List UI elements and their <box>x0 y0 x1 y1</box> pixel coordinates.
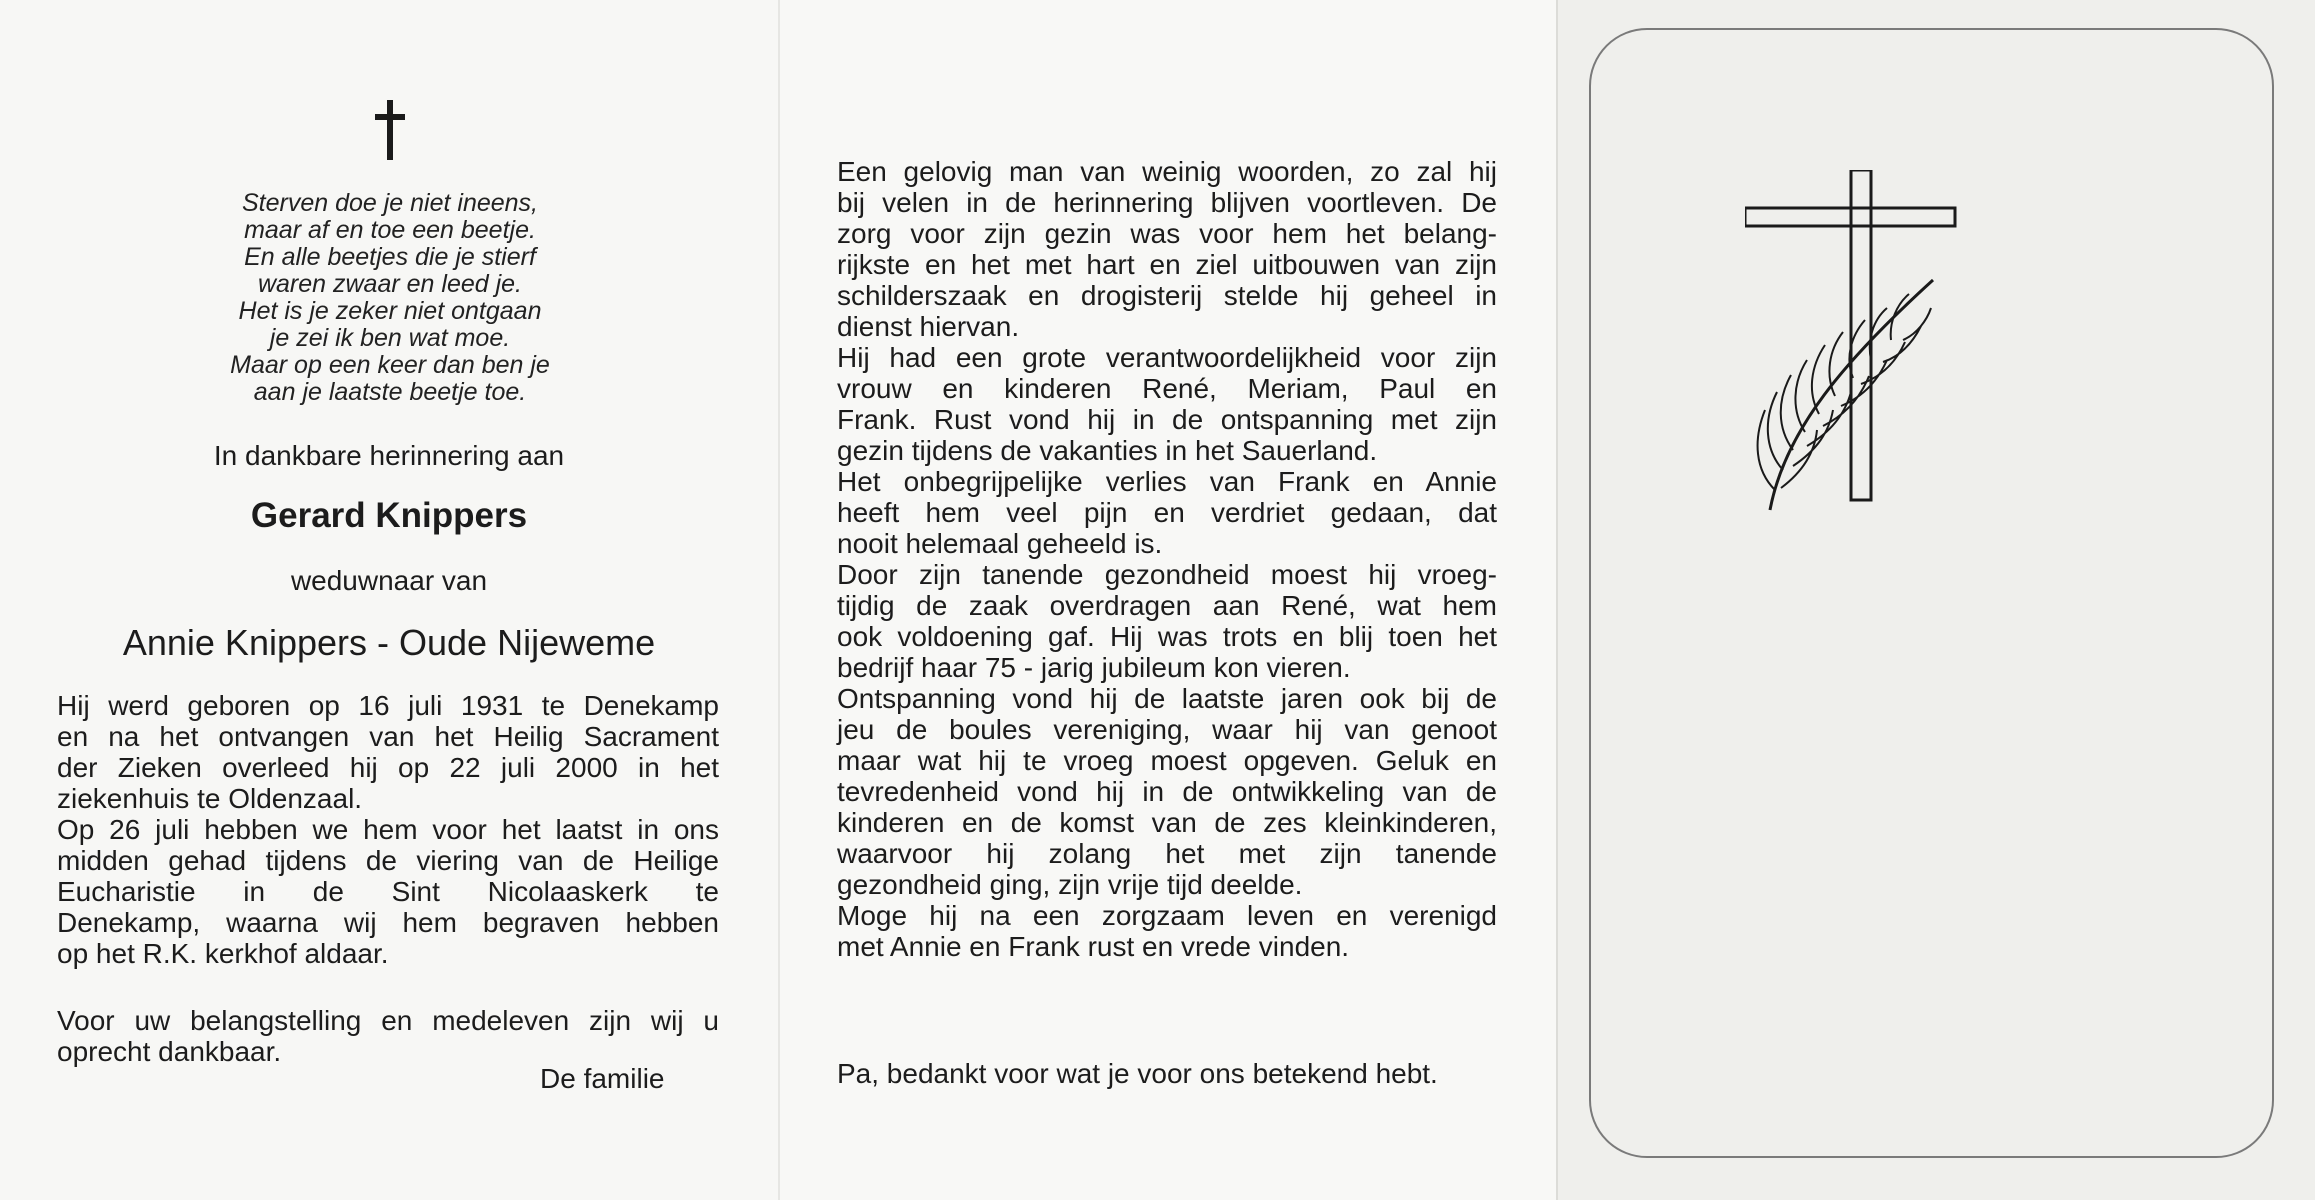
story-line: Hij had een grote verantwoordelijkheid voor zijn <box>837 342 1497 373</box>
story-line: Frank. Rust vond hij in de ontspanning met zijn <box>837 404 1497 435</box>
story-line: Een gelovig man van weinig woorden, zo zal hij <box>837 156 1497 187</box>
story-line: schilderszaak en drogisterij stelde hij geheel in <box>837 280 1497 311</box>
story-line: met Annie en Frank rust en vrede vinden. <box>837 931 1350 962</box>
story-line: heeft hem veel pijn en verdriet gedaan, dat <box>837 497 1497 528</box>
bio-line: Denekamp, waarna wij hem begraven hebben <box>57 907 719 938</box>
story-line: ook voldoening gaf. Hij was trots en blij toen het <box>837 621 1497 652</box>
story-line: Het onbegrijpelijke verlies van Frank en Annie <box>837 466 1497 497</box>
poem-line: Het is je zeker niet ontgaan <box>238 297 542 325</box>
story-line: Ontspanning vond hij de laatste jaren ook bij de <box>837 683 1497 714</box>
story-line: Moge hij na een zorgzaam leven en verenigd <box>837 900 1497 931</box>
story-line: maar wat hij te vroeg moest opgeven. Geluk en <box>837 745 1497 776</box>
left-panel <box>0 0 778 1200</box>
poem <box>130 190 650 406</box>
poem-line: maar af en toe een beetje. <box>244 216 536 244</box>
thanks-line: Voor uw belangstelling en medeleven zijn wij u <box>57 1005 719 1036</box>
story-line: dienst hiervan. <box>837 311 1020 342</box>
poem-line: Maar op een keer dan ben je <box>230 351 550 379</box>
bio-line: midden gehad tijdens de viering van de Heilige <box>57 845 719 876</box>
bio-line: ziekenhuis te Oldenzaal. <box>57 783 363 814</box>
memorial-intro: In dankbare herinnering aan <box>213 440 565 471</box>
story-line: bij velen in de herinnering blijven voortleven. De <box>837 187 1497 218</box>
bio-line: en na het ontvangen van het Heilig Sacrament <box>57 721 719 752</box>
story-line: zorg voor zijn gezin was voor hem het belang- <box>837 218 1497 249</box>
story-line: tijdig de zaak overdragen aan René, wat hem <box>837 590 1497 621</box>
poem-line: aan je laatste beetje toe. <box>253 378 527 406</box>
story-line: vrouw en kinderen René, Meriam, Paul en <box>837 373 1497 404</box>
story-line: rijkste en het met hart en ziel uitbouwen van zijn <box>837 249 1497 280</box>
story-line: jeu de boules vereniging, waar hij van genoot <box>837 714 1497 745</box>
biography <box>57 690 719 969</box>
middle-panel <box>778 0 1556 1200</box>
cover-panel <box>1556 0 2315 1200</box>
bio-line: Eucharistie in de Sint Nicolaaskerk te <box>57 876 719 907</box>
story-line: Door zijn tanende gezondheid moest hij vroeg- <box>837 559 1497 590</box>
poem-line: je zei ik ben wat moe. <box>269 324 511 352</box>
cross-icon <box>372 100 408 160</box>
story-line: gezin tijdens de vakanties in het Sauerland. <box>837 435 1378 466</box>
story-line: gezondheid ging, zijn vrije tijd deelde. <box>837 869 1303 900</box>
poem-line: waren zwaar en leed je. <box>257 270 523 298</box>
story-line: waarvoor hij zolang het met zijn tanende <box>837 838 1497 869</box>
cross-with-palm-icon <box>1745 170 1985 530</box>
story-line: nooit helemaal geheeld is. <box>837 528 1163 559</box>
bio-line: Op 26 juli hebben we hem voor het laatst in ons <box>57 814 719 845</box>
life-story <box>837 156 1497 962</box>
cover-frame <box>1589 28 2274 1158</box>
story-line: tevredenheid vond hij in de ontwikkeling van de <box>837 776 1497 807</box>
bio-line: op het R.K. kerkhof aldaar. <box>57 938 389 969</box>
signoff: De familie <box>540 1063 665 1094</box>
poem-line: Sterven doe je niet ineens, <box>241 189 539 217</box>
thanks-text <box>57 1005 719 1067</box>
deceased-name: Gerard Knippers <box>250 496 528 535</box>
closing-line: Pa, bedankt voor wat je voor ons betekend hebt. <box>837 1058 1438 1089</box>
poem-line: En alle beetjes die je stierf <box>244 243 536 271</box>
bio-line: Hij werd geboren op 16 juli 1931 te Denekamp <box>57 690 719 721</box>
thanks-line: oprecht dankbaar. <box>57 1036 282 1067</box>
bio-line: der Zieken overleed hij op 22 juli 2000 in het <box>57 752 719 783</box>
relation-label: weduwnaar van <box>290 565 488 596</box>
story-line: kinderen en de komst van de zes kleinkinderen, <box>837 807 1497 838</box>
story-line: bedrijf haar 75 - jarig jubileum kon vieren. <box>837 652 1351 683</box>
spouse-name: Annie Knippers - Oude Nijeweme <box>122 622 656 663</box>
